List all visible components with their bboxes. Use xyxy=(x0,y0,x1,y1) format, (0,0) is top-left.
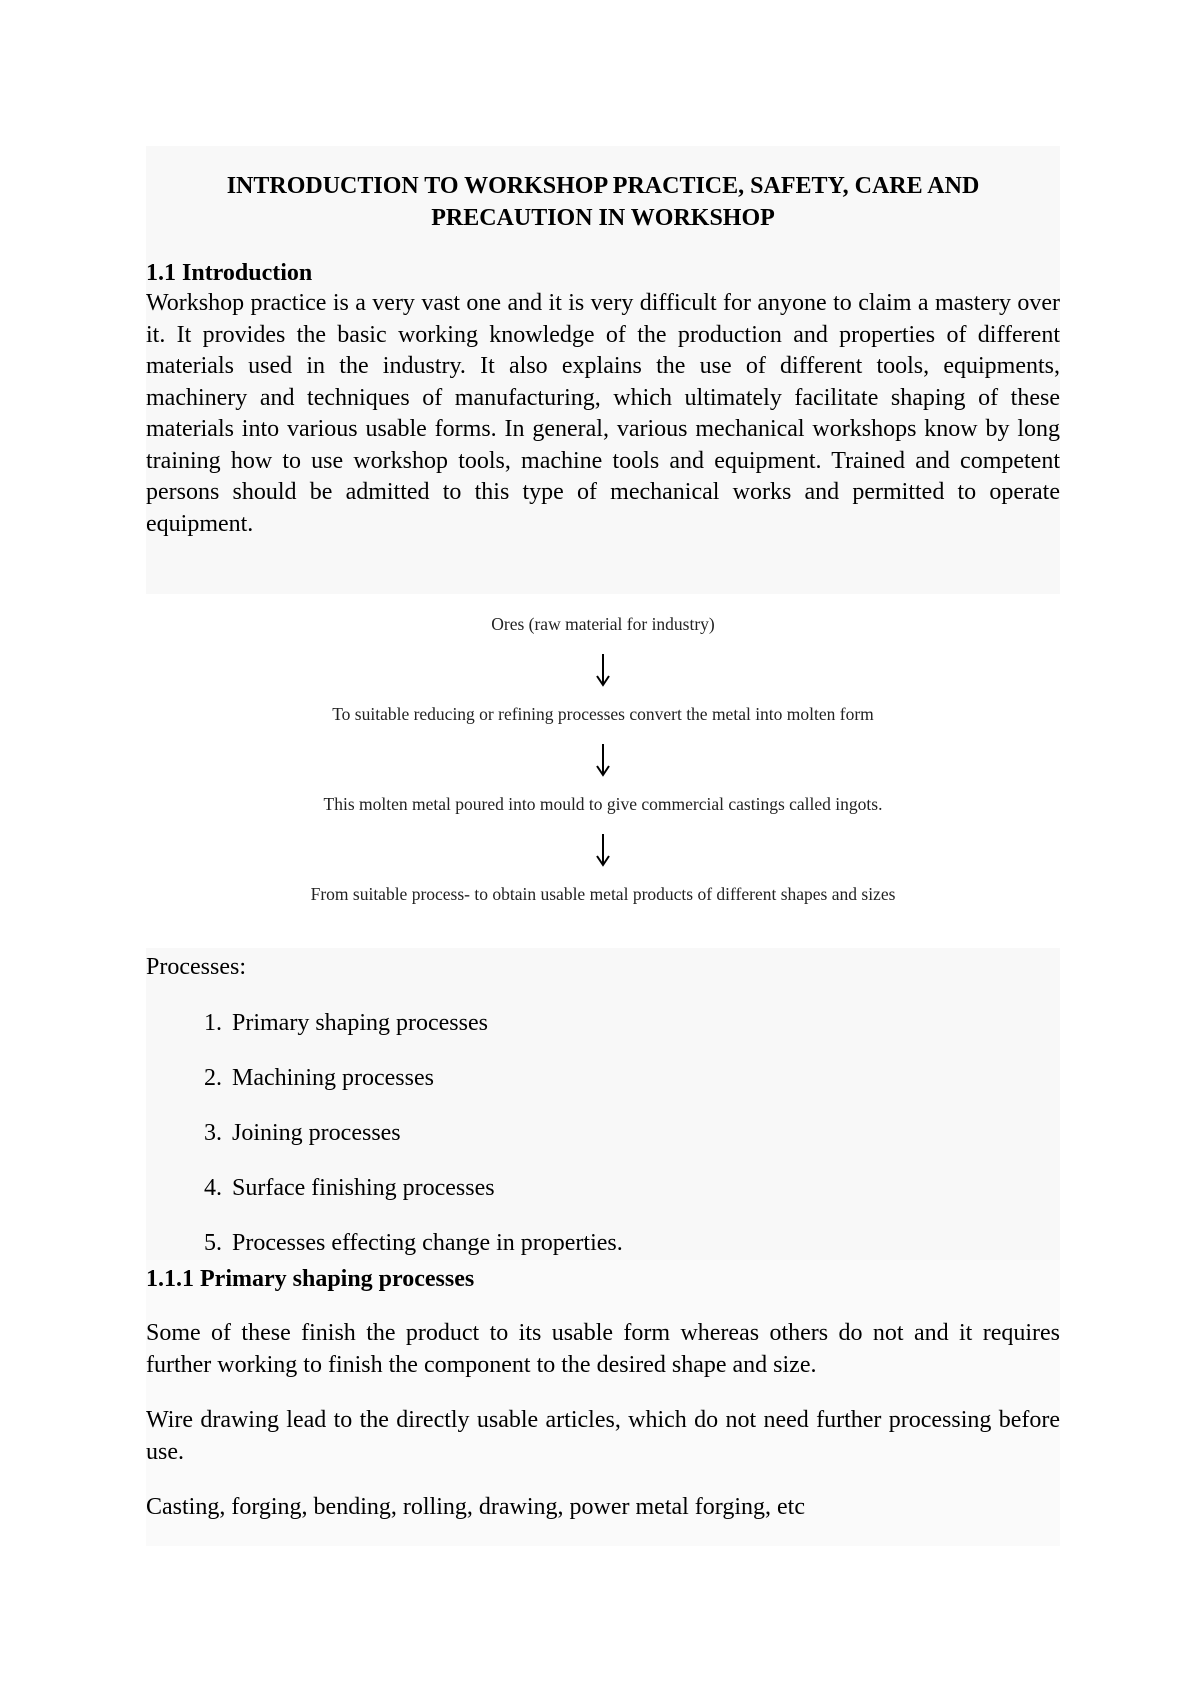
list-item-number: 4. xyxy=(204,1175,222,1201)
list-item-number: 5. xyxy=(204,1230,222,1256)
list-item-text: Machining processes xyxy=(232,1065,434,1091)
document-title-line-1: INTRODUCTION TO WORKSHOP PRACTICE, SAFETY, CARE AND xyxy=(226,173,980,199)
primary-shaping-paragraph-3: Casting, forging, bending, rolling, drawing, power metal forging, etc xyxy=(146,1494,805,1520)
primary-shaping-paragraph-1: Some of these finish the product to its usable form whereas others do not and it requires further working to finish the component to the desired shape and size. xyxy=(146,1320,1060,1378)
processes-section xyxy=(146,948,1060,1260)
list-item-text: Surface finishing processes xyxy=(232,1175,495,1201)
flow-step: To suitable reducing or refining processes convert the metal into molten form xyxy=(332,704,874,724)
list-item-number: 1. xyxy=(204,1010,222,1036)
down-arrow-icon xyxy=(595,832,611,868)
list-item xyxy=(204,1063,434,1093)
intro-paragraph: Workshop practice is a very vast one and it is very difficult for anyone to claim a mastery over it. It provides the basic working knowledge of the production and properties of different materials used in the industry. It also explains the use of different tools, equipments, machinery and techniques of manufacturing, which ultimately facilitate shaping of these materials into various usable forms. In general, various mechanical workshops know by long training how to use workshop tools, machine tools and equipment. Trained and competent persons should be admitted to this type of mechanical works and permitted to operate equipment. xyxy=(146,290,1060,537)
intro-heading: 1.1 Introduction xyxy=(146,260,313,286)
list-item xyxy=(204,1008,488,1038)
primary-shaping-section xyxy=(146,1260,1060,1546)
flow-step: Ores (raw material for industry) xyxy=(491,614,715,634)
list-item-text: Joining processes xyxy=(232,1120,401,1146)
list-item-number: 3. xyxy=(204,1120,222,1146)
list-item xyxy=(204,1228,623,1258)
list-item xyxy=(204,1173,495,1203)
primary-shaping-heading: 1.1.1 Primary shaping processes xyxy=(146,1266,475,1292)
list-item-text: Primary shaping processes xyxy=(232,1010,488,1036)
list-item xyxy=(204,1118,401,1148)
flow-step: This molten metal poured into mould to give commercial castings called ingots. xyxy=(323,794,883,814)
intro-section xyxy=(146,146,1060,594)
flow-step: From suitable process- to obtain usable metal products of different shapes and sizes xyxy=(310,884,896,904)
document-title-line-2: PRECAUTION IN WORKSHOP xyxy=(431,205,775,231)
processes-label: Processes: xyxy=(146,954,246,980)
process-flowchart xyxy=(146,600,1060,920)
down-arrow-icon xyxy=(595,652,611,688)
list-item-text: Processes effecting change in properties. xyxy=(232,1230,623,1256)
primary-shaping-paragraph-2: Wire drawing lead to the directly usable articles, which do not need further processing before use. xyxy=(146,1407,1060,1465)
list-item-number: 2. xyxy=(204,1065,222,1091)
down-arrow-icon xyxy=(595,742,611,778)
